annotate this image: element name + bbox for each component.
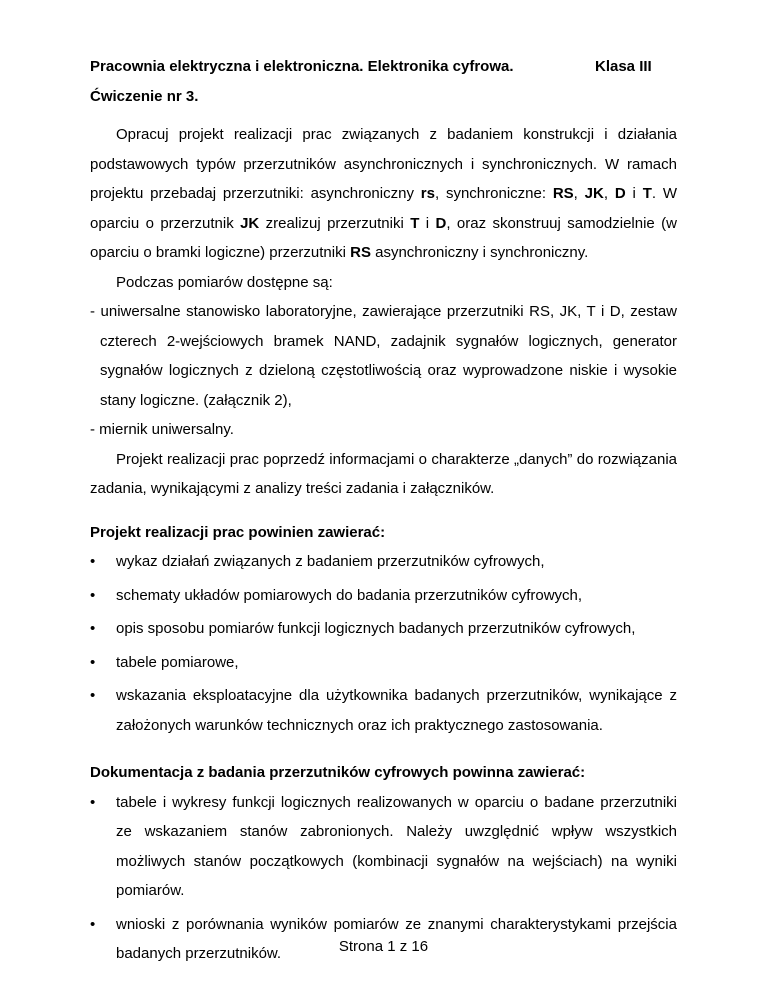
equipment-intro: Podczas pomiarów dostępne są: — [116, 273, 333, 291]
list-item — [90, 614, 677, 644]
intro-text: i — [625, 185, 643, 202]
page-number: Strona 1 z 16 — [338, 938, 429, 955]
bullet-icon: • — [90, 653, 96, 671]
intro-paragraph — [90, 120, 677, 268]
list-item-text: tabele i wykresy funkcji logicznych realizowanych w oparciu o badane przerzutniki ze wskazaniem stanów zabronionych. Należy uwzględnić wpływ wszystkich możliwych stanów początkowych (kombinacji sygnałów na wejściach) na wyniki pomiarów. — [116, 793, 677, 899]
intro-text: , synchroniczne: — [434, 185, 553, 202]
bullet-icon: • — [90, 586, 96, 604]
spacer — [90, 744, 677, 758]
intro-text: , — [603, 185, 615, 202]
spacer — [90, 504, 677, 518]
intro-term: RS — [552, 185, 574, 202]
equipment-item: - uniwersalne stanowisko laboratoryjne, zawierające przerzutniki RS, JK, T i D, zestaw czterech 2-wejściowych bramek NAND, zadajnik sygnałów logicznych, generator sygnałów logicznych z dzieloną częstotliwością oraz wyprowadzone niskie i wysokie stany logiczne. (załącznik 2), — [90, 303, 677, 409]
intro-term: JK — [584, 185, 604, 202]
bullet-icon: • — [90, 553, 96, 570]
intro-text: . W oparciu o przerzutnik — [90, 185, 678, 232]
intro-text: i — [419, 214, 436, 232]
bullet-icon: • — [90, 793, 96, 811]
bullet-icon: • — [90, 620, 96, 637]
list-item-text: wykaz działań związanych z badaniem przerzutników cyfrowych, — [116, 553, 545, 570]
intro-term: T — [410, 214, 420, 232]
document-title: Pracownia elektryczna i elektroniczna. Elektronika cyfrowa. — [90, 58, 514, 75]
equipment-item: - miernik uniwersalny. — [90, 421, 234, 438]
intro-term: JK — [240, 214, 260, 232]
list-item — [90, 648, 677, 678]
data-paragraph: Projekt realizacji prac poprzedź informacjami o charakterze „danych” do rozwiązania zadania, wynikającymi z analizy treści zadania i załączników. — [90, 450, 677, 497]
documentation-heading: Dokumentacja z badania przerzutników cyfrowych powinna zawierać: — [90, 764, 586, 781]
intro-term: rs — [420, 185, 435, 202]
list-item-text: wnioski z porównania wyników pomiarów ze znanymi charakterystykami przejścia badanych przerzutników. — [116, 915, 677, 962]
list-item-text: schematy układów pomiarowych do badania przerzutników cyfrowych, — [116, 586, 583, 604]
intro-term: D — [435, 214, 447, 232]
intro-text: , oraz skonstruuj samodzielnie (w oparciu o bramki logiczne) przerzutniki — [90, 214, 677, 261]
intro-text: asynchroniczny i synchroniczny. — [370, 244, 589, 261]
list-item — [90, 581, 677, 611]
list-item — [90, 788, 677, 906]
intro-text: , — [573, 185, 585, 202]
list-item-text: tabele pomiarowe, — [116, 653, 239, 671]
project-heading: Projekt realizacji prac powinien zawierać: — [90, 523, 386, 541]
document-page — [90, 0, 677, 994]
document-header — [90, 58, 677, 88]
list-item — [90, 547, 677, 577]
intro-text: Opracuj projekt realizacji prac związanych z badaniem konstrukcji i działania podstawowych typów przerzutników asynchronicznych i synchronicznych. W ramach projektu przebadaj przerzutniki: asynchroniczny — [90, 126, 677, 202]
bullet-icon: • — [90, 687, 96, 704]
class-label: Klasa III — [595, 58, 652, 75]
document-body — [90, 120, 677, 973]
list-item-text: wskazania eksploatacyjne dla użytkownika badanych przerzutników, wynikające z założonych warunków technicznych oraz ich praktycznego zastosowania. — [116, 687, 677, 734]
exercise-number: Ćwiczenie nr 3. — [90, 88, 199, 105]
bullet-icon: • — [90, 915, 96, 933]
intro-text: zrealizuj przerzutniki — [259, 214, 411, 232]
intro-term: D — [614, 185, 626, 202]
intro-term: T — [642, 185, 652, 202]
intro-term: RS — [350, 244, 371, 261]
project-list — [90, 547, 677, 740]
list-item — [90, 681, 677, 740]
list-item-text: opis sposobu pomiarów funkcji logicznych badanych przerzutników cyfrowych, — [116, 620, 636, 637]
